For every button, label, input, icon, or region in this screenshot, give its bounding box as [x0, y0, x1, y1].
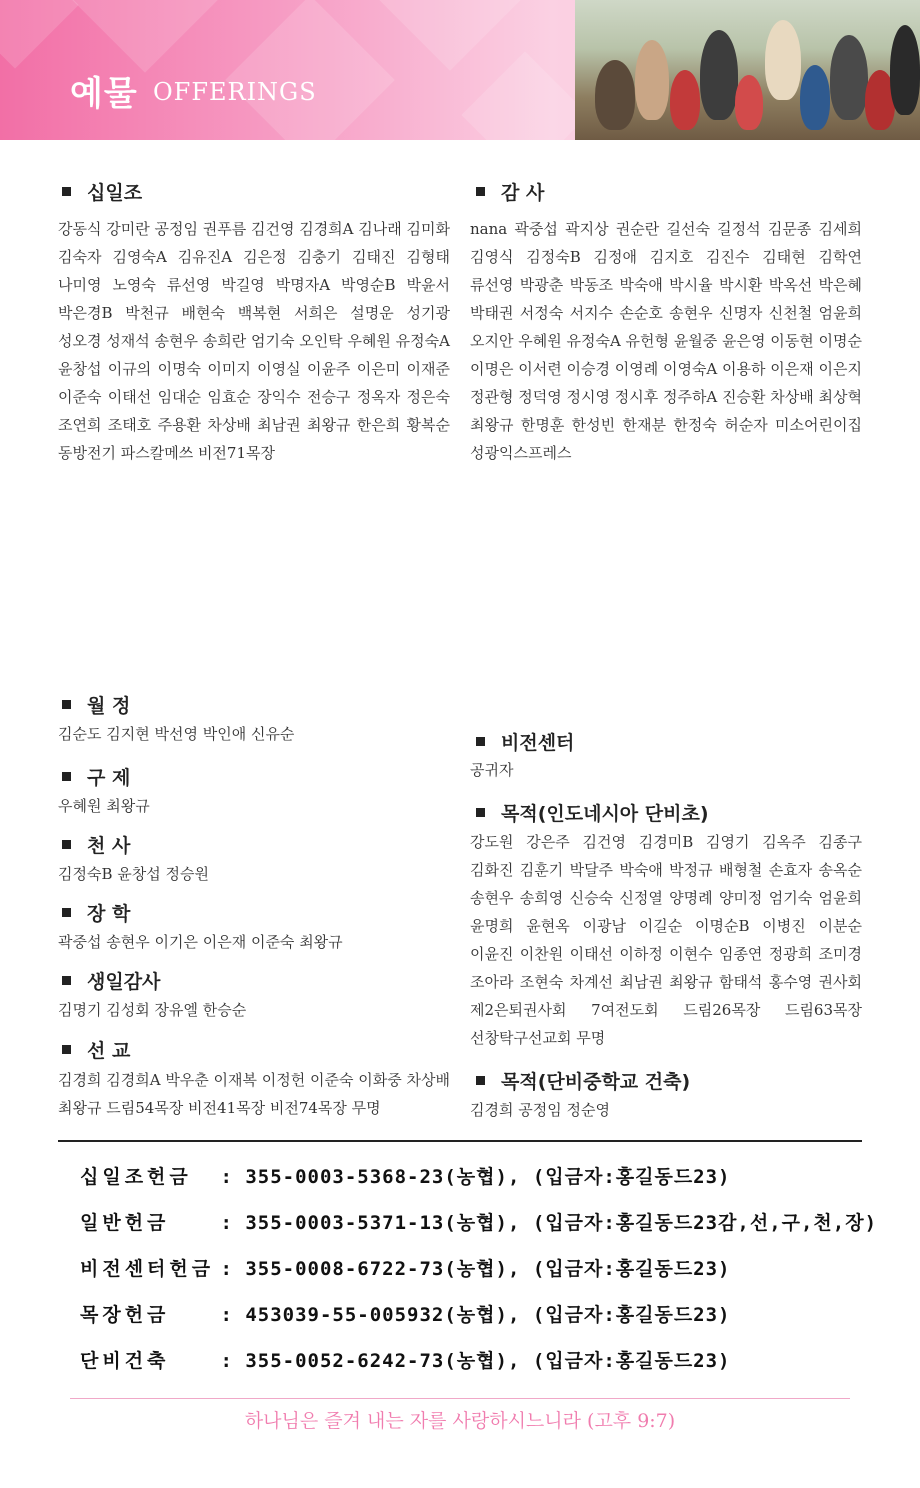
footer-verse: 하나님은 즐겨 내는 자를 사랑하시느니라 (고후 9:7)	[244, 1410, 676, 1432]
bullet-icon	[476, 737, 485, 746]
section-title-purpose-danbi: 목적(단비중학교 건축)	[476, 1067, 690, 1094]
bullet-icon	[62, 908, 71, 917]
page-header	[0, 0, 920, 140]
header-decoration	[225, 0, 395, 140]
bullet-icon	[62, 700, 71, 709]
header-decoration	[0, 0, 79, 69]
purpose-danbi-names: 김경희 공정임 정순영	[470, 1101, 610, 1119]
header-decoration	[379, 0, 520, 71]
bullet-icon	[476, 808, 485, 817]
section-title-purpose-indonesia: 목적(인도네시아 단비초)	[476, 799, 709, 826]
account-row-tithe: 십일조헌금 : 355-0003-5368-23(농협), (입금자:홍길동드23)	[80, 1166, 731, 1188]
account-row-cell-group: 목장헌금 : 453039-55-005932(농협), (입금자:홍길동드23)	[80, 1304, 731, 1326]
tithe-names: 강동식 강미란 공정임 권푸름 김건영 김경희A 김나래 김미화 김숙자 김영숙A 김유진A 김은정 김충기 김태진 김형태 나미영 노영숙 류선영 박길영 박명자A 박영순B 박윤서 박은경B 박천규 배현숙 백복현 서희은 설명운 성기광 성오경 성재석 송현우 송희란 엄기숙 오인탁 우혜원 유정숙A 윤창섭 이규의 이명숙 이미지 이영실 이윤주 이은미 이재준 이준숙 이태선 임대순 임효순 장익수 전승구 정옥자 정은숙 조연희 조태호 주용환 차상배 최남권 최왕규 한은희 황복순 동방전기 파스칼메쓰 비전71목장	[58, 220, 450, 462]
bullet-icon	[62, 976, 71, 985]
birthday-names: 김명기 김성회 장유엘 한승순	[58, 1001, 247, 1019]
account-row-danbi-building: 단비건축 : 355-0052-6242-73(농협), (입금자:홍길동드23)	[80, 1350, 731, 1372]
page-title: 예물	[70, 74, 138, 114]
bullet-icon	[62, 187, 71, 196]
vision-center-names: 공귀자	[470, 761, 514, 779]
mission-names: 김경희 김경희A 박우춘 이재복 이정헌 이준숙 이화중 차상배 최왕규 드림54목장 비전41목장 비전74목장 무명	[58, 1071, 450, 1117]
section-title-mission: 선 교	[62, 1036, 130, 1063]
bullet-icon	[62, 840, 71, 849]
section-title-monthly: 월 정	[62, 691, 130, 718]
purpose-indonesia-names: 강도원 강은주 김건영 김경미B 김영기 김옥주 김종구 김화진 김훈기 박달주 박숙애 박정규 배형철 손효자 송옥순 송현우 송희영 신승숙 신정열 양명례 양미정 엄기숙 엄윤희 윤명희 윤현옥 이광남 이길순 이명순B 이병진 이분순 이윤진 이찬원 이태선 이하정 이현수 임종연 정광희 조미경 조아라 조현숙 차계선 최남권 최왕규 함태석 홍수영 권사회 제2은퇴권사회 7여전도회 드림26목장 드림63목장 선창탁구선교회 무명	[470, 833, 862, 1047]
header-decoration	[67, 0, 223, 73]
section-divider	[58, 1140, 862, 1142]
thousand-names: 김정숙B 윤창섭 정승원	[58, 865, 209, 883]
section-title-birthday: 생일감사	[62, 967, 160, 994]
footer-divider	[70, 1398, 850, 1399]
account-row-general: 일반헌금 : 355-0003-5371-13(농협), (입금자:홍길동드23감,선,구,천,장)	[80, 1212, 878, 1234]
monthly-names: 김순도 김지현 박선영 박인애 신유순	[58, 725, 295, 743]
scholarship-names: 곽중섭 송현우 이기은 이은재 이준숙 최왕규	[58, 933, 343, 951]
page-subtitle: OFFERINGS	[153, 78, 317, 106]
section-title-vision-center: 비전센터	[476, 728, 574, 755]
header-decoration	[461, 51, 588, 140]
section-title-relief: 구 제	[62, 763, 130, 790]
bullet-icon	[62, 1045, 71, 1054]
bullet-icon	[476, 1076, 485, 1085]
account-row-vision-center: 비전센터헌금 : 355-0008-6722-73(농협), (입금자:홍길동드23)	[80, 1258, 731, 1280]
bullet-icon	[476, 187, 485, 196]
section-title-scholarship: 장 학	[62, 899, 130, 926]
bullet-icon	[62, 772, 71, 781]
section-title-thanks: 감 사	[476, 178, 544, 205]
group-photo	[575, 0, 920, 140]
thanks-names: nana 곽중섭 곽지상 권순란 길선숙 길정석 김문종 김세희 김영식 김정숙B 김정애 김지호 김진수 김태현 김학연 류선영 박광춘 박동조 박숙애 박시율 박시환 박옥선 박은혜 박태권 서정숙 서지수 손순호 송현우 신명자 신천철 엄윤희 오지안 우혜원 유정숙A 유헌형 윤월중 윤은영 이동현 이명순 이명은 이서련 이승경 이영례 이영숙A 이용하 이은재 이은지 정관형 정덕영 정시영 정시후 정주하A 진승환 차상배 최상혁 최왕규 한명훈 한성빈 한재분 한정숙 허순자 미소어린이집 성광익스프레스	[470, 220, 862, 462]
section-title-thousand: 천 사	[62, 831, 130, 858]
relief-names: 우혜원 최왕규	[58, 797, 150, 815]
section-title-tithe: 십일조	[62, 178, 142, 205]
